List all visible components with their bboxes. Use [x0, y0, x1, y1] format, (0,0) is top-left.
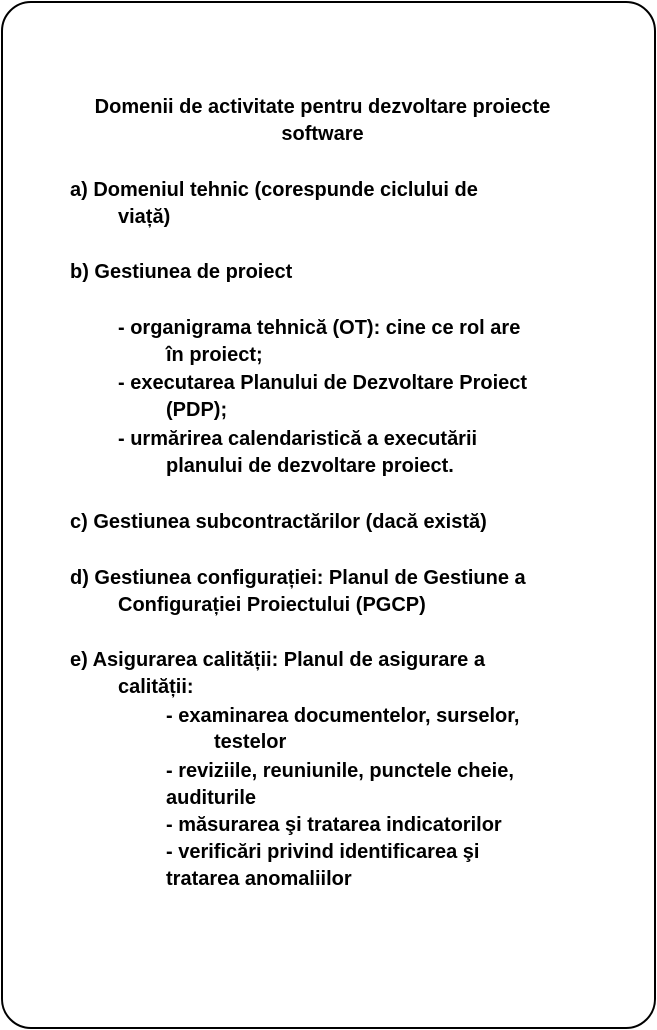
e-item-4-line-2: tratarea anomaliilor: [166, 868, 352, 890]
section-a-line-1: a) Domeniul tehnic (corespunde ciclului de: [70, 179, 478, 201]
b-item-2-line-1: - executarea Planului de Dezvoltare Proiect: [118, 372, 528, 394]
e-item-2-line-2: auditurile: [166, 787, 257, 809]
section-c-heading: c) Gestiunea subcontractărilor (dacă există): [70, 511, 487, 533]
slide-title-line-2: software: [281, 123, 364, 145]
slide-title-line-1: Domenii de activitate pentru dezvoltare proiecte: [94, 96, 551, 118]
b-item-2-line-2: (PDP);: [166, 399, 228, 421]
e-item-2-line-1: - reviziile, reuniunile, punctele cheie,: [166, 760, 514, 782]
b-item-3-line-2: planului de dezvoltare proiect.: [166, 455, 454, 477]
e-item-4-line-1: - verificări privind identificarea şi: [166, 841, 480, 863]
section-e-line-2: calității:: [118, 676, 194, 698]
section-e-line-1: e) Asigurarea calității: Planul de asigurare a: [70, 649, 485, 671]
e-item-1-line-2: testelor: [214, 731, 287, 753]
b-item-1-line-2: în proiect;: [166, 344, 263, 366]
section-b-heading: b) Gestiunea de proiect: [70, 261, 293, 283]
e-item-1-line-1: - examinarea documentelor, surselor,: [166, 705, 520, 727]
section-d-line-1: d) Gestiunea configurației: Planul de Gestiune a: [70, 567, 526, 589]
e-item-3-line-1: - măsurarea şi tratarea indicatorilor: [166, 814, 502, 836]
section-a-line-2: viață): [118, 206, 171, 228]
b-item-3-line-1: - urmărirea calendaristică a executării: [118, 428, 478, 450]
b-item-1-line-1: - organigrama tehnică (OT): cine ce rol are: [118, 317, 521, 339]
section-d-line-2: Configurației Proiectului (PGCP): [118, 594, 426, 616]
